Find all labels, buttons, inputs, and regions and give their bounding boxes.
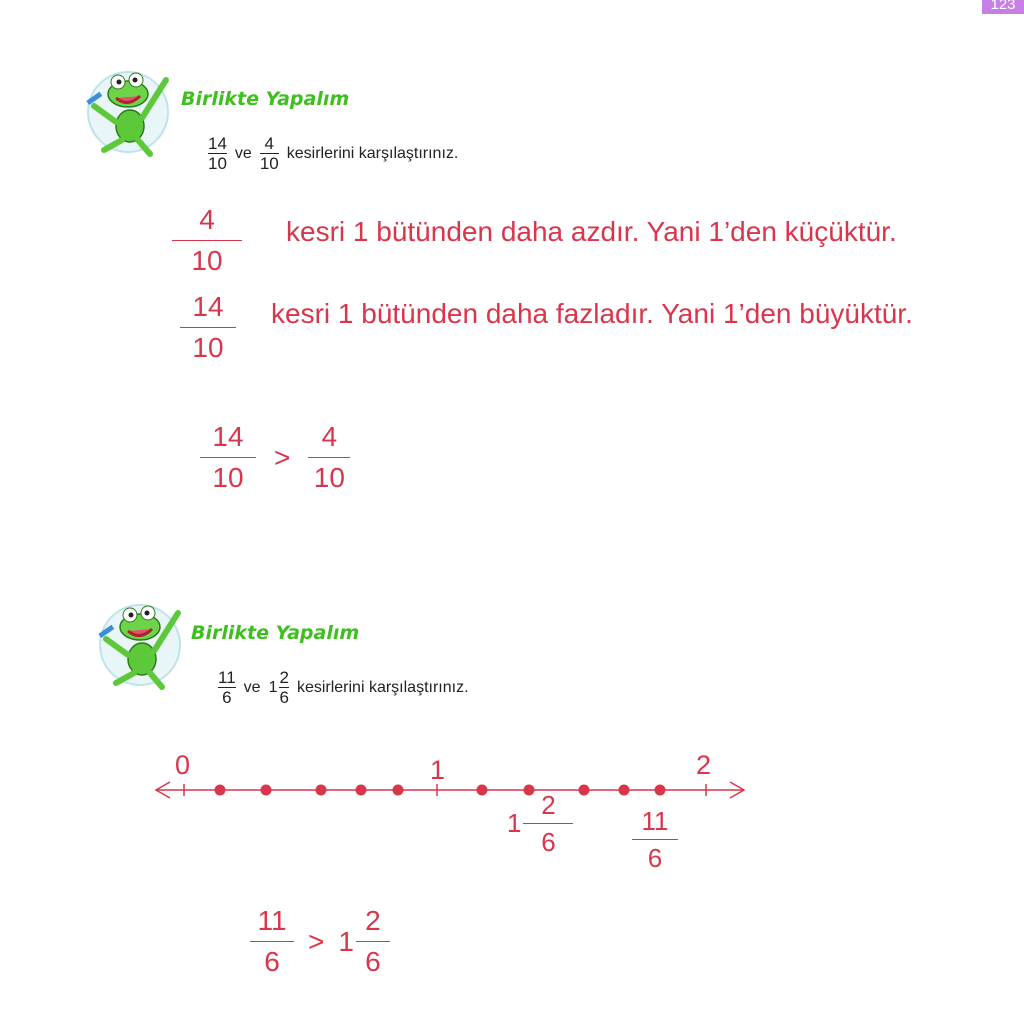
- number-line-point: [655, 785, 666, 796]
- fraction: $\frac{11}{6}$: [250, 904, 294, 979]
- number-line-point: [619, 785, 630, 796]
- fraction-11-6-label: 11 6: [632, 806, 678, 873]
- task-prompt: $\frac{11}{6}$ ve 1 $\frac{2}{6}$ kesirlerini karşılaştırınız.: [218, 668, 469, 707]
- comparison-result: $\frac{11}{6}$ > 1 $\frac{2}{6}$: [250, 904, 390, 979]
- mixed-number-label: 1 $\frac{2}{6}$: [507, 790, 573, 857]
- fraction-14-10: 14 10: [180, 290, 236, 365]
- number-line-point: [261, 785, 272, 796]
- section-heading: Birlikte Yapalım: [181, 88, 350, 110]
- fraction: $\frac{4}{10}$: [259, 134, 279, 173]
- mixed-number: 1 $\frac{2}{6}$: [338, 904, 390, 979]
- fraction-4-10: 4 10: [172, 203, 242, 278]
- number-line-point: [579, 785, 590, 796]
- frog-mascot-icon: [94, 598, 190, 694]
- frog-mascot-icon: [82, 66, 178, 160]
- tick-label-2: 2: [696, 750, 712, 780]
- explanation-line: kesri 1 bütünden daha fazladır. Yani 1’den büyüktür.: [271, 298, 913, 329]
- mixed-number: 1 $\frac{2}{6}$: [268, 668, 289, 707]
- tick-label-1: 1: [430, 755, 446, 785]
- fraction: $\frac{4}{10}$: [308, 420, 350, 495]
- comparison-result: $\frac{14}{10}$ > $\frac{4}{10}$: [200, 420, 350, 495]
- number-line-point: [356, 785, 367, 796]
- fraction: $\frac{14}{10}$: [208, 134, 227, 173]
- task-prompt: $\frac{14}{10}$ ve $\frac{4}{10}$ kesirlerini karşılaştırınız.: [208, 134, 459, 173]
- number-line-point: [477, 785, 488, 796]
- tick-label-0: 0: [175, 750, 191, 780]
- section-heading: Birlikte Yapalım: [191, 622, 360, 644]
- number-line-point: [316, 785, 327, 796]
- number-line-point: [393, 785, 404, 796]
- fraction: $\frac{11}{6}$: [218, 668, 236, 707]
- page-number: 123: [982, 0, 1024, 14]
- explanation-line: kesri 1 bütünden daha azdır. Yani 1’den küçüktür.: [286, 216, 897, 247]
- fraction: $\frac{14}{10}$: [200, 420, 256, 495]
- number-line-point: [215, 785, 226, 796]
